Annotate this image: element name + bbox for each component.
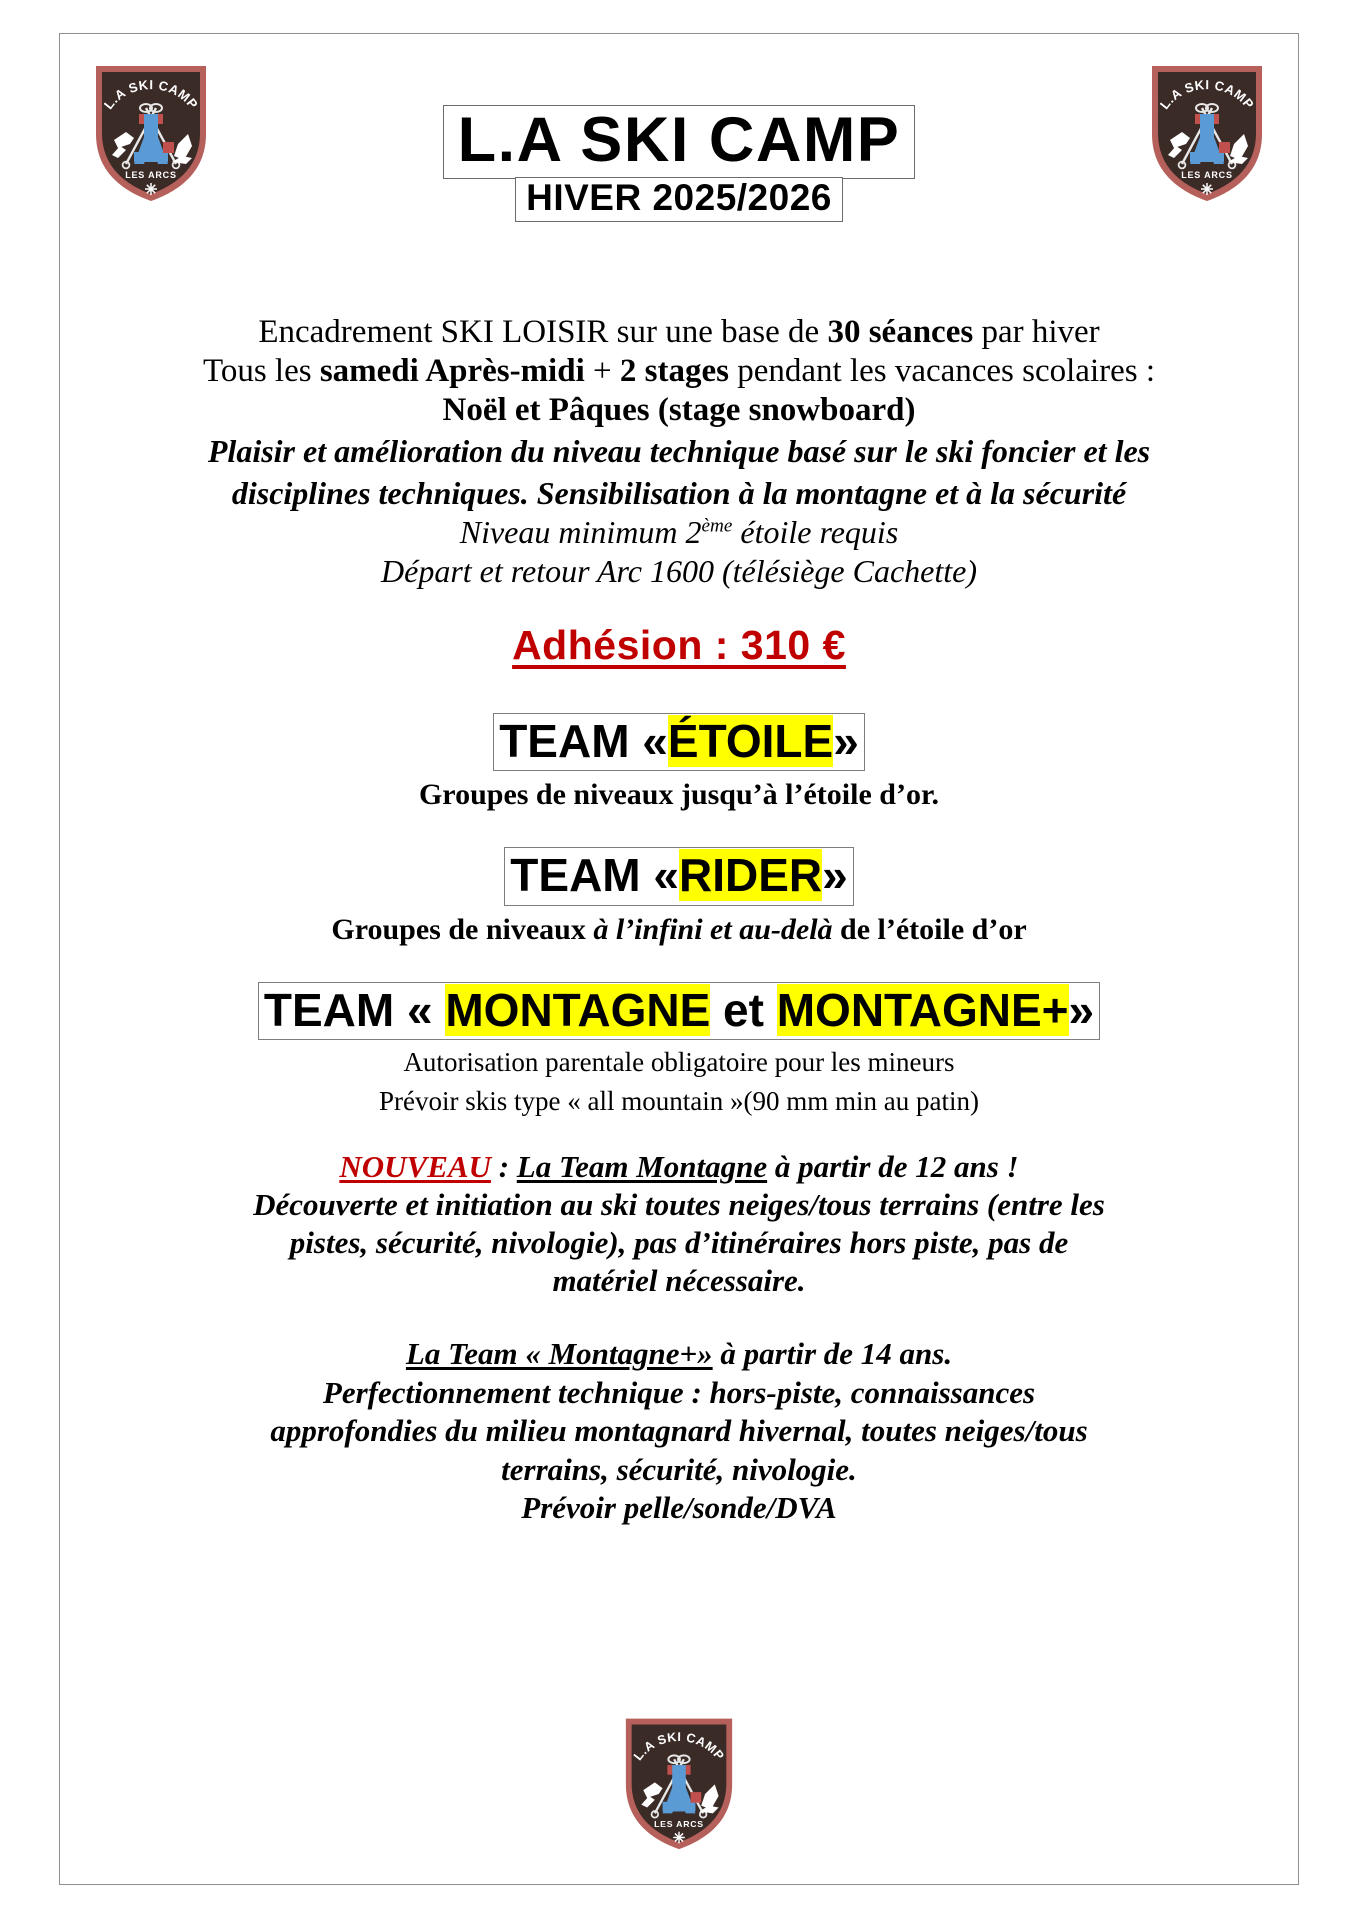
nouveau-age: à partir de 12 ans ! bbox=[767, 1149, 1019, 1185]
page-subtitle: HIVER 2025/2026 bbox=[526, 177, 832, 219]
montagne-plus-body-line-1: Perfectionnement technique : hors-piste, connaissances bbox=[322, 1374, 1036, 1410]
svg-text:L.A SKI CAMP: L.A SKI CAMP bbox=[100, 77, 202, 112]
svg-text:L.A SKI CAMP: L.A SKI CAMP bbox=[1156, 77, 1258, 112]
intro-line-2-mid: + bbox=[584, 352, 620, 389]
nouveau-separator: : bbox=[490, 1149, 517, 1185]
poster-body bbox=[79, 313, 1279, 1528]
team-rider-pre: TEAM « bbox=[510, 849, 679, 902]
team-etoile-heading bbox=[493, 713, 865, 771]
montagne-plus-age: à partir de 14 ans. bbox=[712, 1336, 953, 1372]
intro-line-1 bbox=[79, 313, 1279, 352]
team-rider-subtitle bbox=[79, 912, 1279, 948]
subtitle-area bbox=[59, 177, 1299, 222]
montagne-plus-heading bbox=[79, 1335, 1279, 1373]
team-rider-heading bbox=[504, 847, 853, 905]
team-rider-post: » bbox=[822, 849, 848, 902]
team-montagne-mid: et bbox=[710, 983, 777, 1036]
page-title: L.A SKI CAMP bbox=[457, 105, 901, 175]
description-depart-line: Départ et retour Arc 1600 (télésiège Cachette) bbox=[381, 553, 977, 590]
team-montagne-heading bbox=[258, 982, 1100, 1040]
intro-line-2-bold-1: samedi Après-midi bbox=[319, 352, 585, 389]
bottom-logo-area bbox=[59, 1701, 1299, 1857]
svg-text:LES ARCS: LES ARCS bbox=[654, 1818, 704, 1829]
team-etoile-highlight: ÉTOILE bbox=[667, 714, 834, 767]
team-etoile-post: » bbox=[833, 714, 859, 767]
team-rider-heading-wrap bbox=[79, 847, 1279, 905]
team-rider-subtitle-pre: Groupes de niveaux bbox=[331, 912, 594, 946]
intro-line-1-bold: 30 séances bbox=[827, 314, 974, 350]
montagne-plus-body bbox=[79, 1374, 1279, 1528]
description-plaisir-line-1: Plaisir et amélioration du niveau technique basé sur le ski foncier et les bbox=[207, 433, 1151, 470]
poster-title-area bbox=[59, 105, 1299, 222]
niveau-superscript: ème bbox=[701, 514, 733, 536]
team-montagne-highlight-1: MONTAGNE bbox=[445, 983, 711, 1036]
svg-text:L.A SKI CAMP: L.A SKI CAMP bbox=[631, 1729, 727, 1764]
intro-line-1-post: par hiver bbox=[973, 314, 1100, 350]
niveau-pre: Niveau minimum 2 bbox=[459, 513, 702, 550]
intro-line-2-post: pendant les vacances scolaires : bbox=[728, 352, 1156, 389]
montagne-plus-body-line-3: terrains, sécurité, nivologie. bbox=[501, 1451, 857, 1487]
nouveau-tag: NOUVEAU bbox=[339, 1149, 491, 1185]
membership-price: Adhésion : 310 € bbox=[512, 621, 846, 668]
team-montagne-note-1: Autorisation parentale obligatoire pour les mineurs bbox=[403, 1047, 955, 1078]
montagne-plus-team-name: La Team « Montagne+» bbox=[405, 1336, 713, 1372]
team-montagne-post: » bbox=[1068, 983, 1095, 1036]
team-montagne-highlight-2: MONTAGNE+ bbox=[776, 983, 1069, 1036]
nouveau-body bbox=[79, 1186, 1279, 1299]
nouveau-body-line-2: pistes, sécurité, nivologie), pas d’itinéraires hors piste, pas de bbox=[289, 1224, 1069, 1260]
nouveau-body-line-1: Découverte et initiation au ski toutes neiges/tous terrains (entre les bbox=[253, 1186, 1105, 1222]
description-plaisir-line-2: disciplines techniques. Sensibilisation à la montagne et à la sécurité bbox=[231, 474, 1127, 511]
description-niveau-line bbox=[79, 513, 1279, 553]
intro-line-1-pre: Encadrement SKI LOISIR sur une base de bbox=[258, 314, 828, 350]
team-etoile-heading-wrap bbox=[79, 713, 1279, 771]
intro-line-3: Noël et Pâques (stage snowboard) bbox=[442, 391, 916, 428]
shield-logo-bottom bbox=[620, 1709, 738, 1852]
team-montagne-pre: TEAM « bbox=[263, 983, 446, 1036]
team-rider-subtitle-italic: à l’infini et au-delà bbox=[593, 912, 833, 946]
intro-line-2 bbox=[79, 352, 1279, 391]
intro-line-2-pre: Tous les bbox=[202, 352, 320, 389]
montagne-plus-body-line-4: Prévoir pelle/sonde/DVA bbox=[521, 1490, 837, 1526]
team-rider-subtitle-post: de l’étoile d’or bbox=[832, 912, 1027, 946]
team-montagne-note-2: Prévoir skis type « all mountain »(90 mm min au patin) bbox=[379, 1086, 979, 1117]
poster-content bbox=[59, 33, 1299, 1885]
title-box bbox=[443, 105, 916, 179]
team-rider-highlight: RIDER bbox=[678, 849, 823, 902]
team-montagne-heading-wrap bbox=[79, 982, 1279, 1040]
niveau-post: étoile requis bbox=[732, 513, 899, 550]
intro-line-2-bold-2: 2 stages bbox=[619, 352, 729, 389]
subtitle-box bbox=[515, 177, 843, 222]
nouveau-team-name: La Team Montagne bbox=[516, 1149, 768, 1185]
nouveau-heading bbox=[79, 1148, 1279, 1186]
montagne-plus-body-line-2: approfondies du milieu montagnard hivernal, toutes neiges/tous bbox=[270, 1413, 1088, 1449]
svg-text:LES ARCS: LES ARCS bbox=[125, 170, 177, 180]
team-etoile-subtitle: Groupes de niveaux jusqu’à l’étoile d’or. bbox=[418, 778, 940, 812]
team-etoile-pre: TEAM « bbox=[499, 714, 668, 767]
nouveau-body-line-3: matériel nécessaire. bbox=[552, 1262, 806, 1298]
svg-text:LES ARCS: LES ARCS bbox=[1181, 170, 1233, 180]
